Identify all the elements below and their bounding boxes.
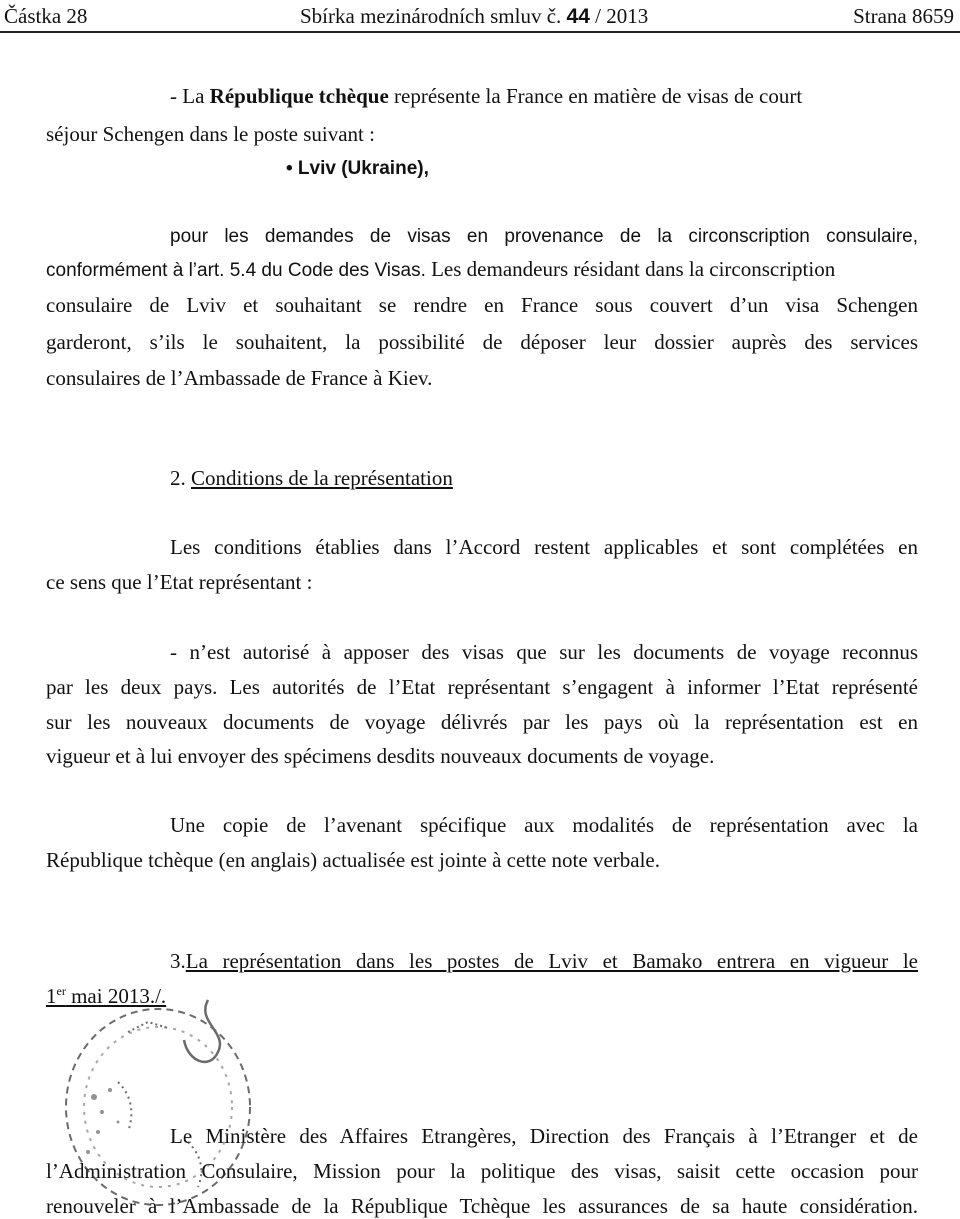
p4-line1: - n’est autorisé à apposer des visas que sur les documents de voyage reconnus (170, 640, 918, 664)
closing-line3: renouveler à l’Ambassade de la République Tchèque les assurances de sa haute considération. (46, 1194, 918, 1218)
page-header (0, 0, 960, 33)
header-issue: Částka 28 (4, 4, 88, 28)
section-3-date: 1er mai 2013./. (46, 984, 167, 1008)
closing-line2: l’Administration Consulaire, Mission pour la politique des visas, saisit cette occasion pour (46, 1159, 918, 1183)
p4-line2: par les deux pays. Les autorités de l’Etat représentant s’engagent à informer l’Etat représenté (46, 675, 918, 699)
bullet-lviv: • Lviv (Ukraine), (286, 158, 429, 179)
section-2-heading: 2. Conditions de la représentation (170, 466, 453, 490)
p5-line1: Une copie de l’avenant spécifique aux modalités de représentation avec la (170, 813, 918, 837)
header-collection: Sbírka mezinárodních smluv č. 44 / 2013 (300, 4, 649, 28)
p2-line5: consulaires de l’Ambassade de France à Kiev. (46, 366, 433, 390)
section-3-line1: 3.La représentation dans les postes de Lviv et Bamako entrera en vigueur le (170, 949, 918, 973)
p2-line3: consulaire de Lviv et souhaitant se rendre en France sous couvert d’un visa Schengen (46, 293, 918, 317)
p2-line4: garderont, s’ils le souhaitent, la possibilité de déposer leur dossier auprès des services (46, 330, 918, 354)
p5-line2: République tchèque (en anglais) actualisée est jointe à cette note verbale. (46, 848, 660, 872)
p4-line3: sur les nouveaux documents de voyage délivrés par les pays où la représentation est en (46, 710, 918, 734)
p2-line1: pour les demandes de visas en provenance de la circonscription consulaire, (170, 226, 918, 247)
p3-line2: ce sens que l’Etat représentant : (46, 570, 313, 594)
header-page-number: Strana 8659 (853, 4, 954, 28)
p2-line2: conformément à l’art. 5.4 du Code des Visas. Les demandeurs résidant dans la circonscription (46, 257, 836, 281)
p1-line2: séjour Schengen dans le poste suivant : (46, 122, 375, 146)
p4-line4: vigueur et à lui envoyer des spécimens desdits nouveaux documents de voyage. (46, 744, 715, 768)
p1-line1: - La République tchèque représente la France en matière de visas de court (170, 84, 803, 108)
p3-line1: Les conditions établies dans l’Accord restent applicables et sont complétées en (170, 535, 918, 559)
closing-line1: Le Ministère des Affaires Etrangères, Direction des Français à l’Etranger et de (170, 1124, 918, 1148)
